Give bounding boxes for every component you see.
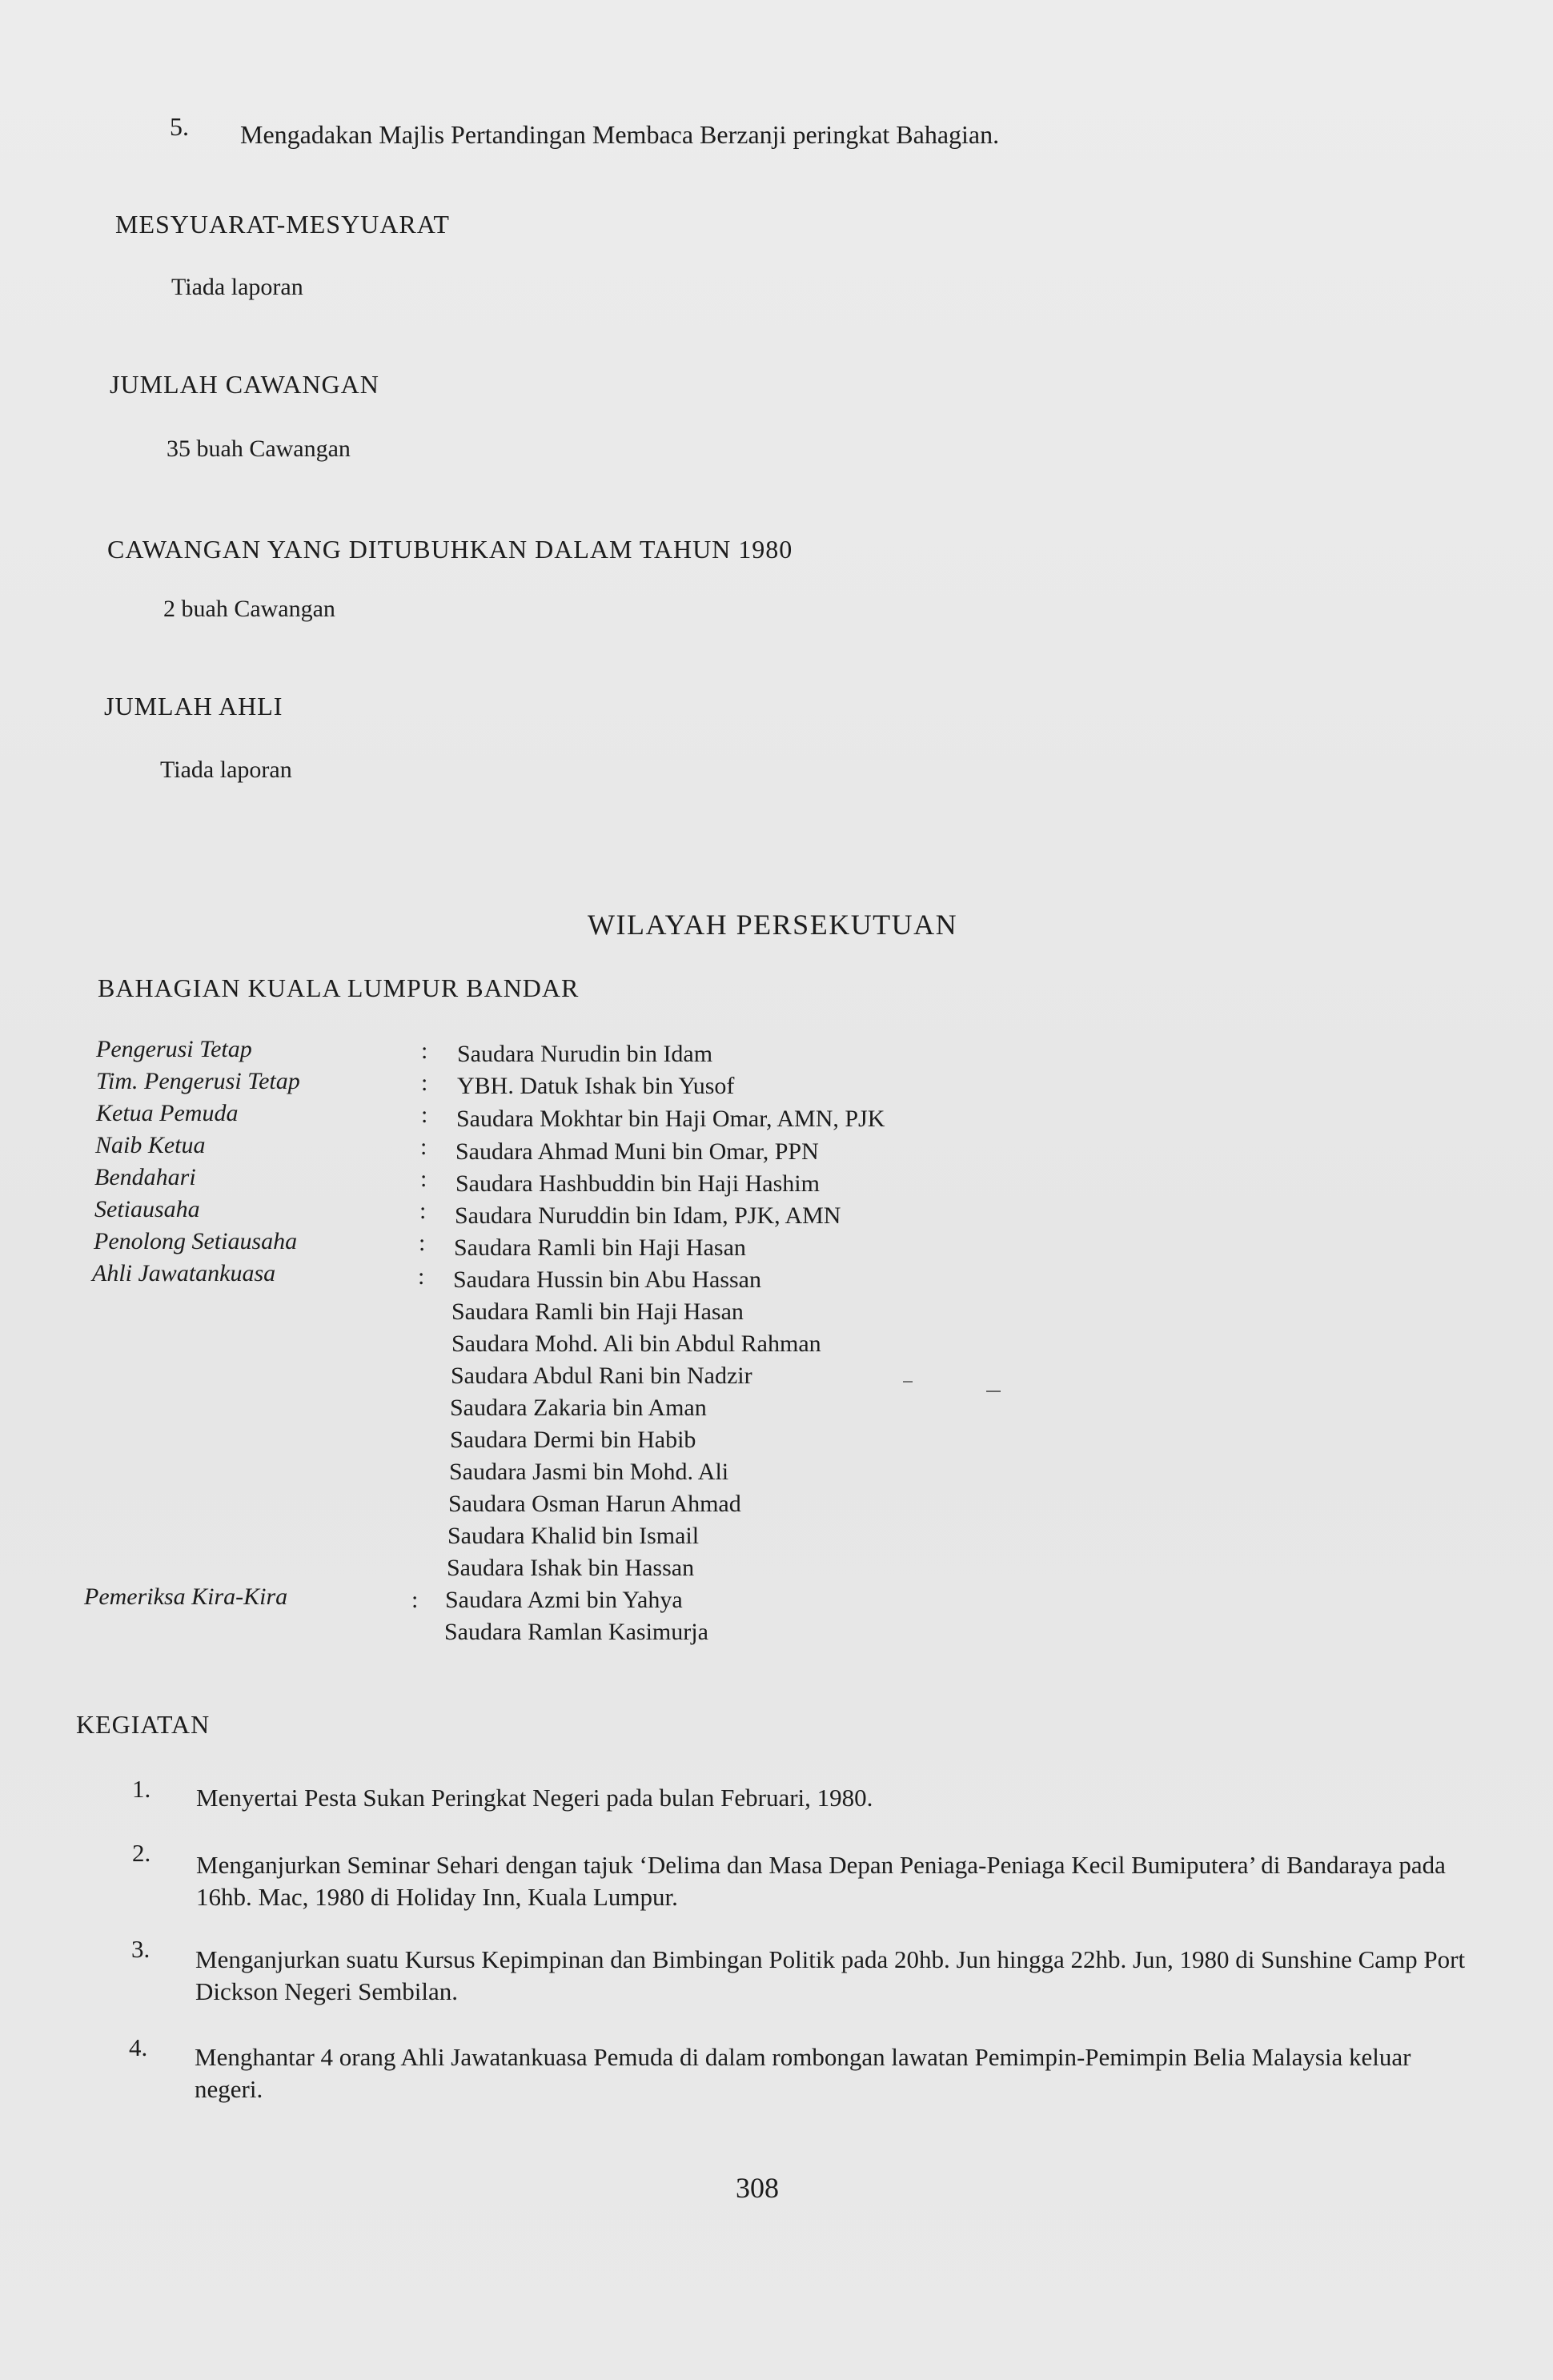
ajk-name: Saudara Osman Harun Ahmad bbox=[448, 1491, 741, 1517]
ajk-name: Saudara Zakaria bin Aman bbox=[450, 1395, 707, 1421]
role-penolong-setiausaha: Penolong Setiausaha bbox=[94, 1228, 298, 1254]
kegiatan-item-text: Menganjurkan Seminar Sehari dengan tajuk ‘Delima dan Masa Depan Peniaga-Peniaga Kecil Bumiputera’ di Bandaraya pada 16hb. Mac, 1980 di Holiday Inn, Kuala Lumpur. bbox=[196, 1851, 1446, 1911]
jumlah-cawangan-heading: JUMLAH CAWANGAN bbox=[110, 370, 379, 399]
name-tim-pengerusi-tetap: YBH. Datuk Ishak bin Yusof bbox=[457, 1073, 735, 1099]
kegiatan-item-number: 1. bbox=[132, 1775, 151, 1803]
mesyuarat-value: Tiada laporan bbox=[171, 274, 303, 300]
top-item-number: 5. bbox=[170, 112, 189, 141]
role-setiausaha: Setiausaha bbox=[94, 1196, 200, 1222]
colon: : bbox=[419, 1230, 426, 1256]
colon: : bbox=[420, 1134, 427, 1160]
colon: : bbox=[421, 1037, 428, 1064]
cawangan-baru-heading: CAWANGAN YANG DITUBUHKAN DALAM TAHUN 1980 bbox=[107, 535, 793, 564]
stray-mark bbox=[986, 1391, 1001, 1392]
colon: : bbox=[418, 1263, 425, 1290]
ajk-name: Saudara Ramli bin Haji Hasan bbox=[451, 1298, 744, 1325]
kegiatan-item-number: 4. bbox=[129, 2033, 148, 2061]
colon: : bbox=[419, 1198, 427, 1224]
jumlah-ahli-value: Tiada laporan bbox=[160, 757, 292, 783]
cawangan-baru-value: 2 buah Cawangan bbox=[163, 596, 335, 622]
top-item-text: Mengadakan Majlis Pertandingan Membaca Berzanji peringkat Bahagian. bbox=[240, 120, 1000, 149]
mesyuarat-heading: MESYUARAT-MESYUARAT bbox=[115, 210, 450, 239]
colon: : bbox=[421, 1102, 428, 1128]
name-pengerusi-tetap: Saudara Nurudin bin Idam bbox=[457, 1041, 713, 1067]
jumlah-ahli-heading: JUMLAH AHLI bbox=[104, 692, 283, 720]
name-bendahari: Saudara Hashbuddin bin Haji Hashim bbox=[455, 1170, 820, 1197]
ajk-name: Saudara Ishak bin Hassan bbox=[447, 1555, 695, 1581]
jumlah-cawangan-value: 35 buah Cawangan bbox=[167, 435, 351, 462]
colon: : bbox=[420, 1166, 427, 1192]
ajk-name: Saudara Abdul Rani bin Nadzir bbox=[451, 1363, 752, 1389]
bahagian-title: BAHAGIAN KUALA LUMPUR BANDAR bbox=[98, 973, 580, 1002]
kegiatan-item-text: Menganjurkan suatu Kursus Kepimpinan dan Bimbingan Politik pada 20hb. Jun hingga 22hb. Jun, 1980 di Sunshine Camp Port Dickson Negeri Sembilan. bbox=[195, 1945, 1466, 2005]
ajk-name: Saudara Khalid bin Ismail bbox=[447, 1523, 700, 1549]
role-naib-ketua: Naib Ketua bbox=[95, 1132, 206, 1158]
name-setiausaha: Saudara Nuruddin bin Idam, PJK, AMN bbox=[455, 1202, 841, 1229]
name-naib-ketua: Saudara Ahmad Muni bin Omar, PPN bbox=[455, 1138, 819, 1165]
ajk-name: Saudara Mohd. Ali bin Abdul Rahman bbox=[451, 1330, 821, 1357]
ajk-name: Saudara Jasmi bin Mohd. Ali bbox=[449, 1459, 729, 1485]
role-ketua-pemuda: Ketua Pemuda bbox=[96, 1100, 239, 1126]
kegiatan-item-text: Menyertai Pesta Sukan Peringkat Negeri pada bulan Februari, 1980. bbox=[196, 1784, 873, 1812]
kegiatan-heading: KEGIATAN bbox=[76, 1710, 211, 1739]
role-bendahari: Bendahari bbox=[94, 1164, 196, 1190]
name-penolong-setiausaha: Saudara Ramli bin Haji Hasan bbox=[454, 1234, 746, 1261]
page-number: 308 bbox=[736, 2172, 779, 2204]
kegiatan-item-number: 3. bbox=[131, 1935, 150, 1963]
stray-mark bbox=[903, 1381, 913, 1383]
pemeriksa-name: Saudara Ramlan Kasimurja bbox=[444, 1619, 708, 1645]
role-tim-pengerusi-tetap: Tim. Pengerusi Tetap bbox=[96, 1068, 300, 1094]
colon: : bbox=[411, 1587, 419, 1613]
role-ahli-jawatankuasa: Ahli Jawatankuasa bbox=[92, 1260, 276, 1286]
name-ahli-jawatankuasa: Saudara Hussin bin Abu Hassan bbox=[453, 1266, 761, 1293]
ajk-name: Saudara Dermi bin Habib bbox=[450, 1427, 696, 1453]
role-pengerusi-tetap: Pengerusi Tetap bbox=[96, 1036, 252, 1062]
role-pemeriksa-kira-kira: Pemeriksa Kira-Kira bbox=[84, 1583, 288, 1610]
name-ketua-pemuda: Saudara Mokhtar bin Haji Omar, AMN, PJK bbox=[456, 1106, 885, 1132]
kegiatan-item-text: Menghantar 4 orang Ahli Jawatankuasa Pemuda di dalam rombongan lawatan Pemimpin-Pemimpin Belia Malaysia keluar negeri. bbox=[195, 2043, 1411, 2103]
pemeriksa-name: Saudara Azmi bin Yahya bbox=[445, 1587, 683, 1613]
wilayah-title: WILAYAH PERSEKUTUAN bbox=[588, 909, 958, 941]
colon: : bbox=[421, 1070, 428, 1096]
kegiatan-item-number: 2. bbox=[132, 1839, 151, 1867]
